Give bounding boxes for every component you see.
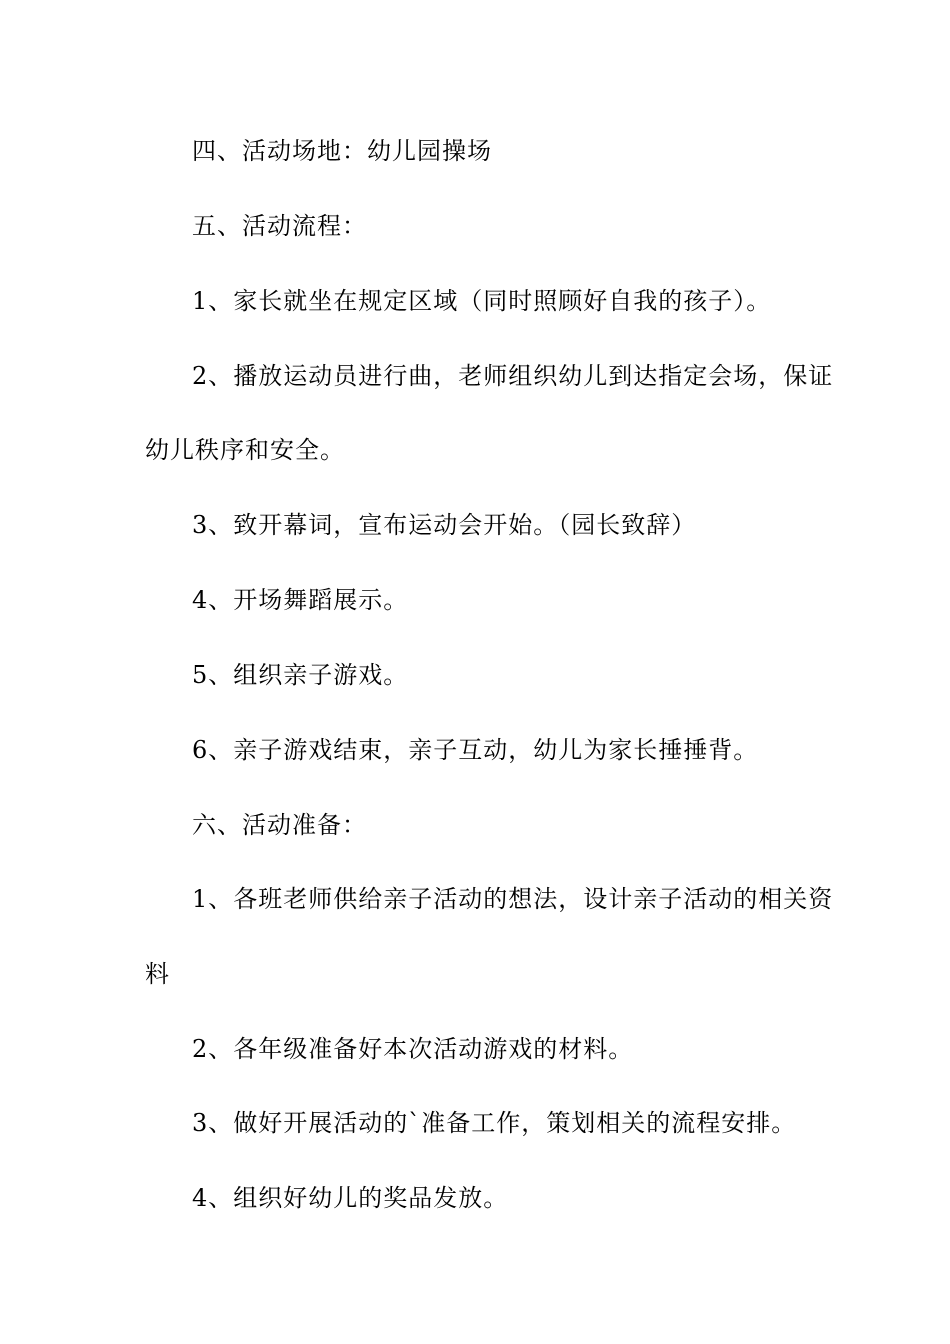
paragraph-preparation-1: 1、各班老师供给亲子活动的想法，设计亲子活动的相关资: [192, 885, 834, 913]
paragraph-process-5: 5、组织亲子游戏。: [192, 661, 409, 689]
section-heading-preparation: 六、活动准备：: [192, 811, 367, 839]
paragraph-preparation-1-continued: 料: [145, 960, 170, 988]
paragraph-process-1: 1、家长就坐在规定区域（同时照顾好自我的孩子）。: [192, 287, 772, 315]
paragraph-preparation-3: 3、做好开展活动的`准备工作，策划相关的流程安排。: [192, 1109, 797, 1137]
paragraph-process-6: 6、亲子游戏结束，亲子互动，幼儿为家长捶捶背。: [192, 736, 759, 764]
paragraph-process-3: 3、致开幕词，宣布运动会开始。（园长致辞）: [192, 511, 697, 539]
paragraph-process-2-continued: 幼儿秩序和安全。: [145, 436, 345, 464]
paragraph-process-2: 2、播放运动员进行曲，老师组织幼儿到达指定会场，保证: [192, 362, 834, 390]
section-heading-venue: 四、活动场地：幼儿园操场: [192, 137, 492, 165]
paragraph-process-4: 4、开场舞蹈展示。: [192, 586, 409, 614]
section-heading-process: 五、活动流程：: [192, 212, 367, 240]
paragraph-preparation-2: 2、各年级准备好本次活动游戏的材料。: [192, 1035, 634, 1063]
paragraph-preparation-4: 4、组织好幼儿的奖品发放。: [192, 1184, 509, 1212]
